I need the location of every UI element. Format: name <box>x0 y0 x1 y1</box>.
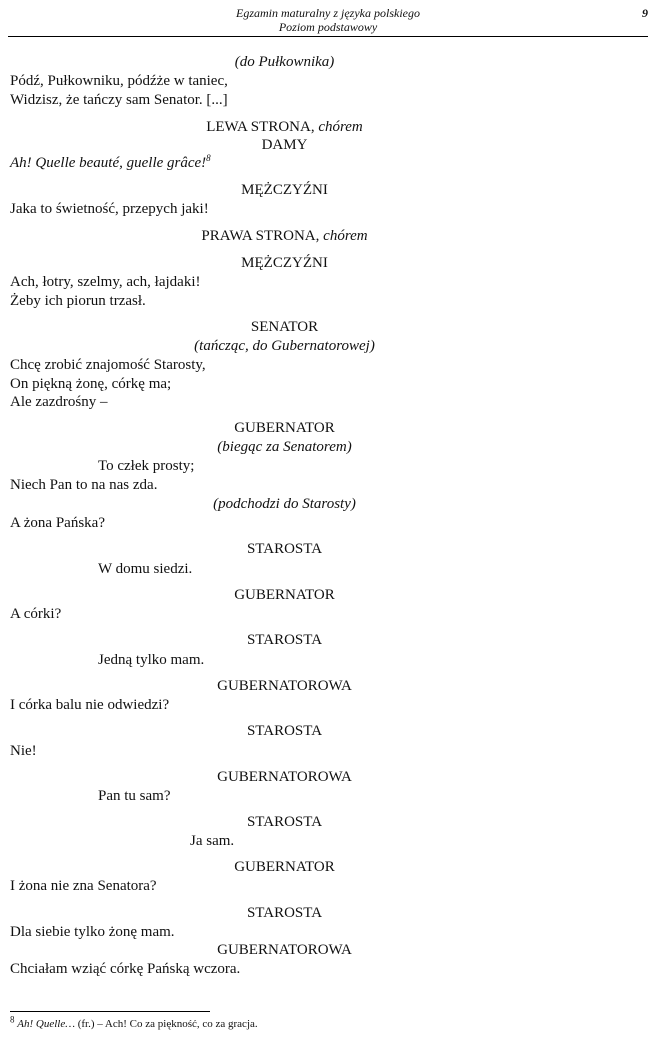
verse-line: Ja sam. <box>190 833 235 849</box>
speaker-name: GUBERNATOROWA <box>217 769 352 785</box>
footnote-ref: 8 <box>206 153 211 163</box>
stage-direction: (podchodzi do Starosty) <box>213 496 356 512</box>
speaker-name: STAROSTA <box>246 632 323 648</box>
verse-line: I żona nie zna Senatora? <box>10 878 157 894</box>
footnote-number: 8 <box>10 1014 15 1025</box>
verse-line: Ah! Quelle beauté, guelle grâce!$^8$ <box>10 153 211 171</box>
verse-line: Jedną tylko mam. <box>98 652 205 668</box>
verse-line: Nie! <box>10 743 37 759</box>
exam-level: Poziom podstawowy <box>278 20 378 34</box>
verse-line: Żeby ich piorun trzasł. <box>10 293 146 309</box>
footnote-translation: (fr.) – Ach! Co za piękność, co za gracja. <box>74 1018 258 1030</box>
stage-direction: (tańcząc, do Gubernatorowej) <box>194 338 375 354</box>
speaker-name: GUBERNATOROWA <box>217 678 352 694</box>
verse-line: Pódź, Pułkowniku, pódźże w taniec, <box>10 73 228 89</box>
page-number: 9 <box>642 6 648 20</box>
verse-line: Ach, łotry, szelmy, ach, łajdaki! <box>10 274 201 290</box>
verse-line: Chciałam wziąć córkę Pańską wczora. <box>10 961 241 977</box>
page-header <box>8 4 648 37</box>
stage-direction: chórem <box>323 228 368 244</box>
speaker-heading <box>0 227 569 245</box>
speaker-name: SENATOR <box>250 319 319 335</box>
speaker-name: STAROSTA <box>246 541 323 557</box>
footnote <box>10 1014 258 1031</box>
speaker-name: STAROSTA <box>246 723 323 739</box>
speaker-name: GUBERNATOR <box>234 420 335 436</box>
verse-line: I córka balu nie odwiedzi? <box>10 697 170 713</box>
stage-direction: (do Pułkownika) <box>234 54 335 70</box>
verse-line: On piękną żonę, córkę ma; <box>10 376 172 392</box>
verse-line: Jaka to świetność, przepych jaki! <box>10 201 209 217</box>
verse-line: Pan tu sam? <box>98 788 171 804</box>
stage-direction: chórem <box>318 119 363 135</box>
speaker-name: DAMY <box>261 137 308 153</box>
verse-line: A żona Pańska? <box>10 515 105 531</box>
speaker-name: PRAWA STRONA, <box>201 228 324 244</box>
speaker-name: STAROSTA <box>246 814 323 830</box>
speaker-name: STAROSTA <box>246 905 323 921</box>
verse-line: To człek prosty; <box>98 458 195 474</box>
speaker-heading <box>0 118 569 136</box>
speaker-name: LEWA STRONA, <box>206 119 319 135</box>
verse-line: A córki? <box>10 606 62 622</box>
speaker-name: MĘŻCZYŹNI <box>241 255 328 271</box>
footnote-quote: Ah! Quelle… <box>17 1018 75 1030</box>
footnote-divider <box>10 1011 210 1012</box>
speaker-name: MĘŻCZYŹNI <box>241 182 328 198</box>
verse-line: Chcę zrobić znajomość Starosty, <box>10 357 206 373</box>
verse-line: Ale zazdrośny – <box>10 394 108 410</box>
verse-line: Widzisz, że tańczy sam Senator. [...] <box>10 92 228 108</box>
verse-line: Niech Pan to na nas zda. <box>10 477 158 493</box>
speaker-name: GUBERNATOR <box>234 587 335 603</box>
stage-direction: (biegąc za Senatorem) <box>217 439 352 455</box>
verse-line: W domu siedzi. <box>98 561 193 577</box>
verse-line: Dla siebie tylko żonę mam. <box>10 924 175 940</box>
speaker-name: GUBERNATOROWA <box>217 942 352 958</box>
speaker-name: GUBERNATOR <box>234 859 335 875</box>
exam-title: Egzamin maturalny z języka polskiego <box>236 6 420 20</box>
